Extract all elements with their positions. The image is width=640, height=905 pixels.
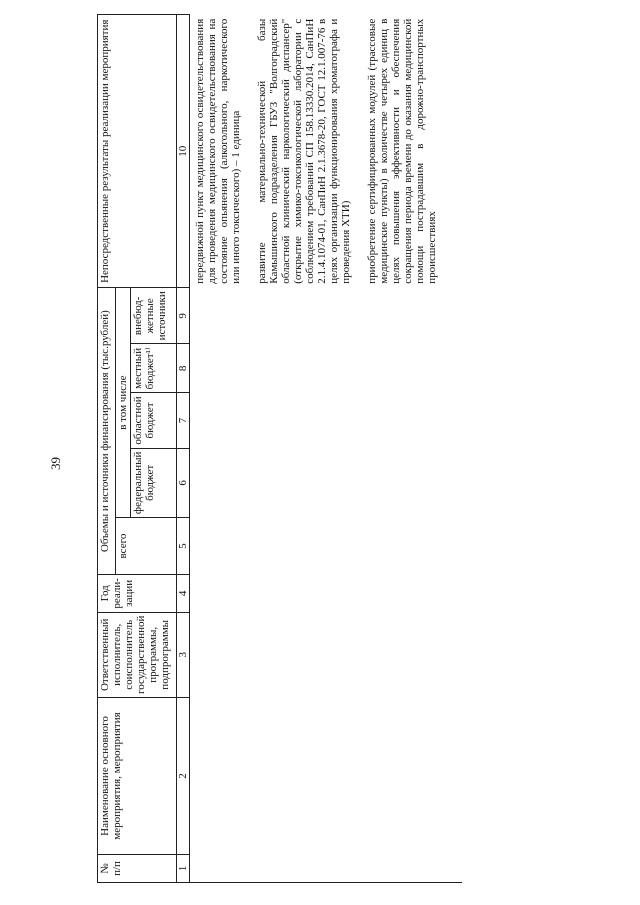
result-paragraph-1: передвижной пункт медицинского освидетельствования для проведения медицинского освидетельствования на состояние опьянения (алкогольного, наркотического или иного токсического) – 1 единица [194,18,242,284]
header-year: Год реали-зации [98,575,177,613]
header-including: в том числе [116,288,131,518]
result-paragraph-2: развитие материально-технической базы Камышинского подразделения ГБУЗ "Волгоградский областной клинический наркологический диспансер" (открытие химико-токсикологической лаборатории с соблюдением требований СП 158.13330.2014, СанПиН 2.1.4.1074-01, СанПиН 2.1.3678-20, ГОСТ 12.1.007-76 в целях организации функционирования хроматографа и проведения ХТИ) [256,18,352,284]
blank-body-cells [190,288,463,883]
col-number-3: 3 [177,612,190,697]
col-number-1: 1 [177,855,190,883]
col-number-7: 7 [177,393,190,448]
col-number-8: 8 [177,344,190,393]
col-number-5: 5 [177,518,190,575]
col-number-6: 6 [177,448,190,518]
col-number-4: 4 [177,575,190,613]
header-extrabudget: внебюд-жетные источники [131,288,177,344]
page-number: 39 [48,457,63,470]
header-executor: Ответственный исполнитель, соисполнитель государственной программы, подпрограммы [98,612,177,697]
results-cell [190,15,463,288]
header-num: № п/п [98,855,177,883]
header-total: всего [116,518,177,575]
header-results: Непосредственные результаты реализации мероприятия [98,15,177,288]
program-table [97,14,462,883]
col-number-2: 2 [177,698,190,855]
header-federal: федеральный бюджет [131,448,177,518]
col-number-9: 9 [177,288,190,344]
header-regional: областной бюджет [131,393,177,448]
header-funding: Объемы и источники финансирования (тыс.рублей) [98,288,116,575]
result-paragraph-3: приобретение сертифицированных модулей (трассовые медицинские пункты) в количестве четырех единиц в целях повышения эффективности и обеспечения сокращения периода времени до оказания медицинской помощи пострадавшим в дорожно-транспортных происшествиях [366,18,438,284]
header-local: местный бюджет¹⁾ [131,344,177,393]
col-number-10: 10 [177,15,190,288]
header-name: Наименование основного мероприятия, мероприятия [98,698,177,855]
